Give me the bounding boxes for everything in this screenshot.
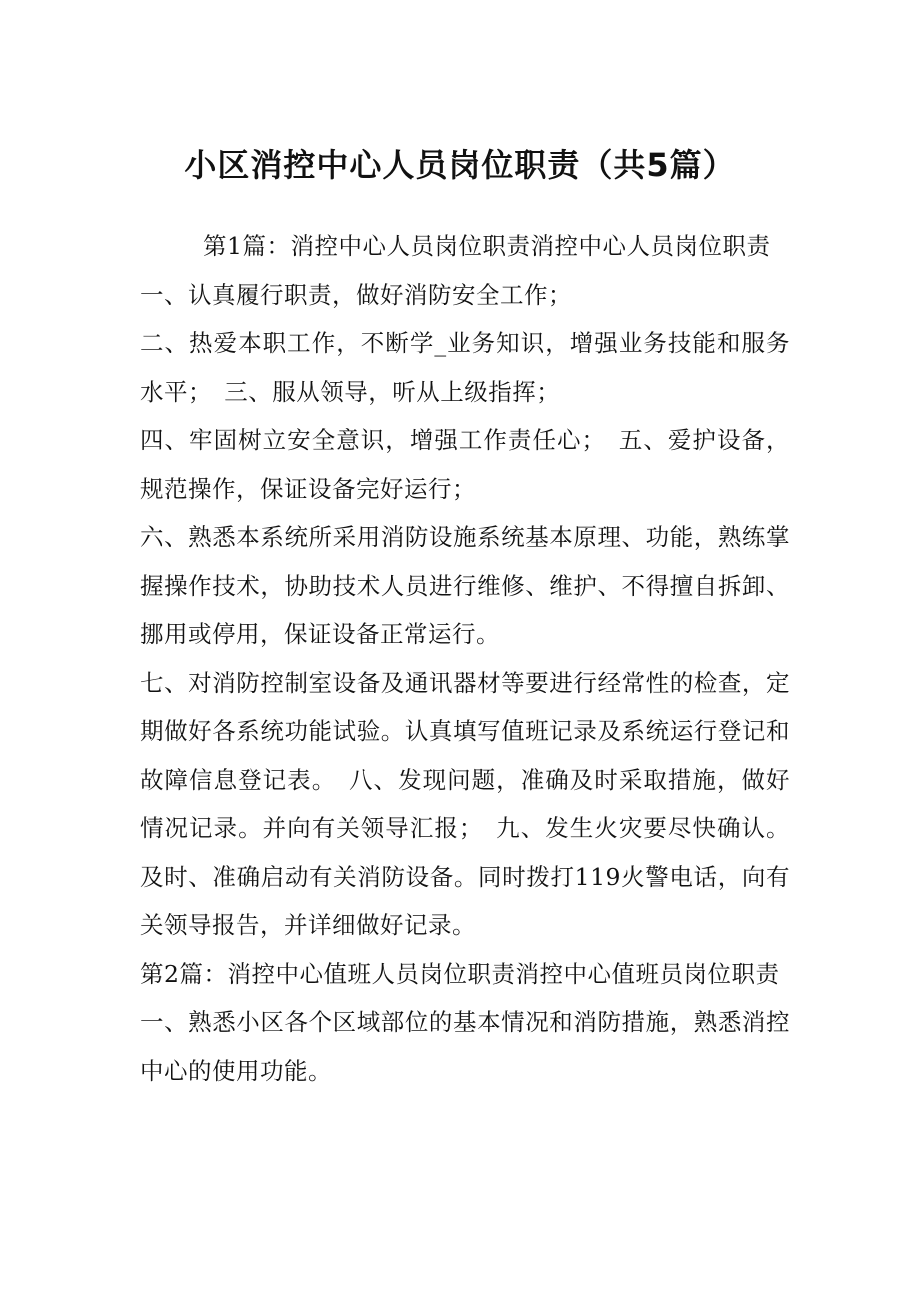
paragraph-item-2: 二、热爱本职工作，不断学_业务知识，增强业务技能和服务水平； 三、服从领导，听从上级指挥； xyxy=(140,329,790,406)
paragraph-item-6: 一、熟悉小区各个区域部位的基本情况和消防措施，熟悉消控中心的使用功能。 xyxy=(140,1008,790,1085)
paragraph-item-1: 一、认真履行职责，做好消防安全工作； xyxy=(140,280,572,309)
paragraph-item-5: 七、对消防控制室设备及通讯器材等要进行经常性的检查，定期做好各系统功能试验。认真填写值班记录及系统运行登记和故障信息登记表。 八、发现问题，准确及时采取措施，做好情况记录。并向有关领导汇报； 九、发生火灾要尽快确认。及时、准确启动有关消防设备。同时拨打119火警电话，向有关领导报告，并详细做好记录。 xyxy=(140,668,790,939)
document-title: 小区消控中心人员岗位职责（共5篇） xyxy=(184,146,736,184)
paragraph-item-3: 四、牢固树立安全意识，增强工作责任心； 五、爱护设备，规范操作，保证设备完好运行； xyxy=(140,426,790,503)
paragraph-heading-2: 第2篇：消控中心值班人员岗位职责消控中心值班员岗位职责 xyxy=(140,959,780,988)
paragraph-heading-1: 第1篇：消控中心人员岗位职责消控中心人员岗位职责 xyxy=(203,232,771,260)
document-body xyxy=(140,222,790,1095)
paragraph-item-4: 六、熟悉本系统所采用消防设施系统基本原理、功能，熟练掌握操作技术，协助技术人员进行维修、维护、不得擅自拆卸、挪用或停用，保证设备正常运行。 xyxy=(140,523,790,648)
